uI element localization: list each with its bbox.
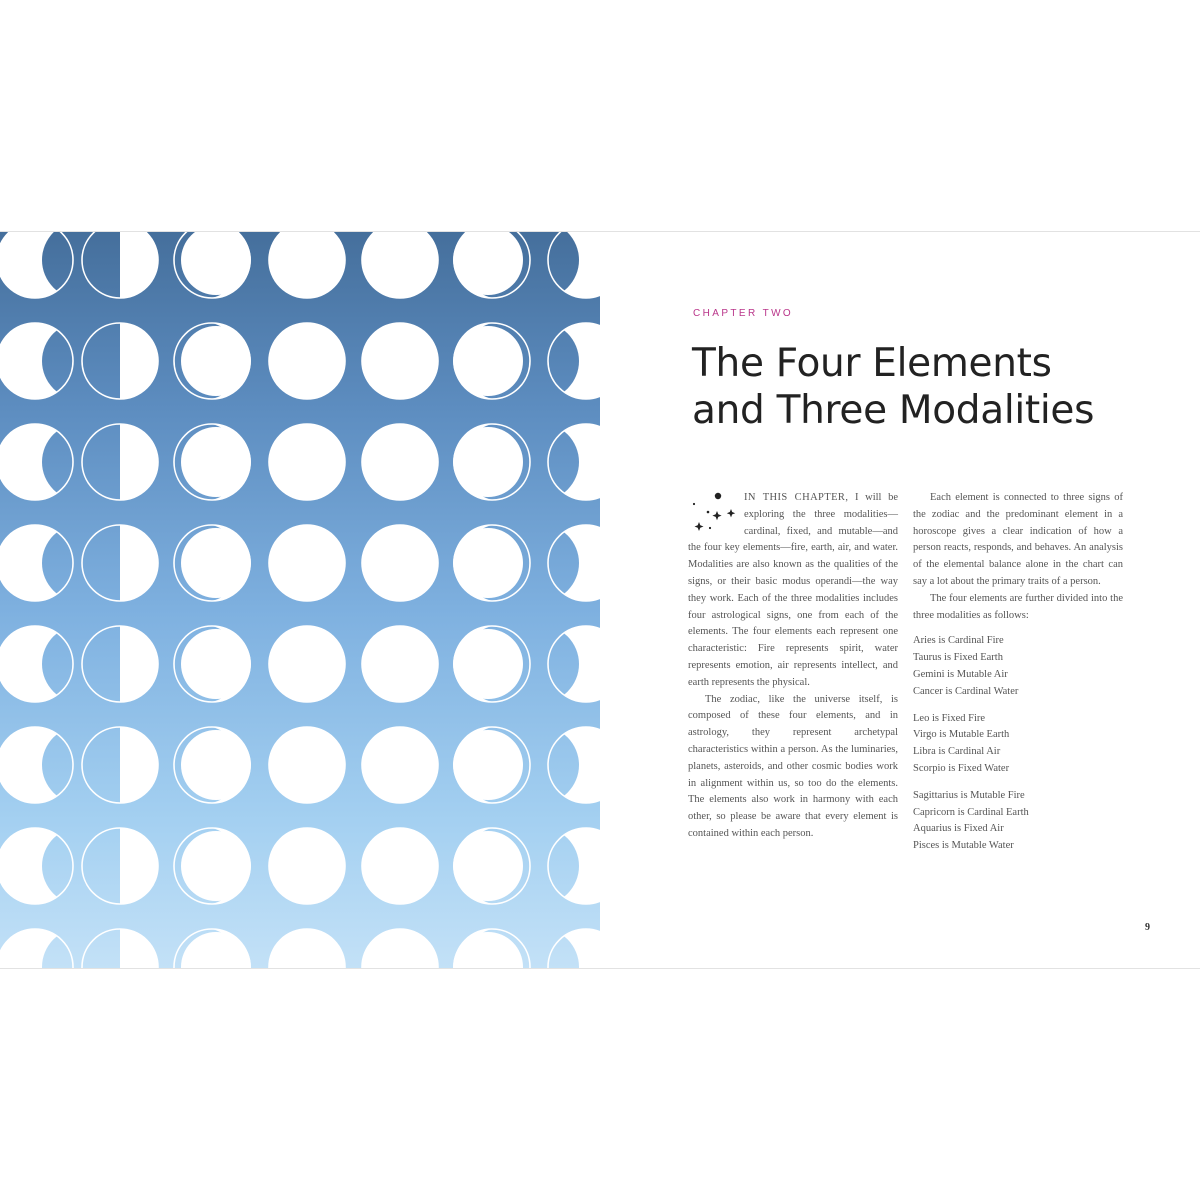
sign-line: Cancer is Cardinal Water: [913, 685, 1019, 697]
moon-phase-icon: [548, 727, 600, 803]
moon-phase-icon: [453, 828, 530, 904]
moon-phase-icon: [174, 323, 251, 399]
moon-phase-icon: [174, 232, 251, 298]
moon-phase-icon: [453, 323, 530, 399]
moon-phase-icon: [548, 232, 600, 298]
moon-phase-icon: [453, 929, 530, 968]
moon-phase-icon: [269, 727, 345, 803]
moon-phase-icon: [0, 929, 73, 968]
sign-line: Leo is Fixed Fire: [913, 712, 986, 724]
moon-phase-icon: [0, 525, 73, 601]
moon-phase-icon: [362, 424, 438, 500]
moon-phase-icon: [453, 626, 530, 702]
moon-phases-illustration: [0, 232, 600, 968]
moon-phase-icon: [453, 232, 530, 298]
moon-phase-icon: [82, 525, 158, 601]
moon-phase-icon: [0, 424, 73, 500]
lead-in-caps: IN THIS CHAPTER,: [744, 492, 849, 503]
moon-phase-icon: [269, 828, 345, 904]
moon-phase-icon: [174, 929, 251, 968]
sign-line: Virgo is Mutable Earth: [913, 729, 1010, 741]
text-column-right: [913, 490, 1123, 855]
moon-phase-icon: [548, 525, 600, 601]
moon-phase-icon: [362, 626, 438, 702]
moon-phase-icon: [269, 929, 345, 968]
moon-phase-icon: [82, 727, 158, 803]
sign-line: Taurus is Fixed Earth: [913, 652, 1003, 664]
moon-phase-icon: [453, 525, 530, 601]
sign-line: Aquarius is Fixed Air: [913, 823, 1004, 835]
moon-phase-icon: [174, 424, 251, 500]
moon-phase-icon: [269, 232, 345, 298]
moon-phase-icon: [548, 323, 600, 399]
sign-line: Aries is Cardinal Fire: [913, 635, 1004, 647]
text-page: [600, 232, 1198, 968]
sign-group: [913, 711, 1123, 778]
moon-phase-icon: [82, 626, 158, 702]
moon-phase-icon: [362, 323, 438, 399]
moon-phase-icon: [269, 424, 345, 500]
intro-text: I will be exploring the three modalities—cardinal, fixed, and mutable—and the four key elements—fire, earth, air, and water. Modalities are also known as the qualities of the signs, or their basic modus operandi—the way they work. Each of the three modalities includes four astrological signs, one from each of the elements. The four elements each represent one characteristic: Fire represents spirit, water represents emotion, air represents intellect, and earth represents the physical.: [688, 492, 898, 688]
moon-phase-icon: [453, 727, 530, 803]
moon-phase-icon: [174, 525, 251, 601]
sign-line: Sagittarius is Mutable Fire: [913, 789, 1025, 801]
sign-line: Scorpio is Fixed Water: [913, 762, 1010, 774]
moon-phase-icon: [548, 626, 600, 702]
constellation-stars-icon: [688, 490, 740, 534]
book-spread: [0, 231, 1200, 969]
division-paragraph: The four elements are further divided into the three modalities as follows:: [913, 592, 1123, 621]
chapter-label: CHAPTER TWO: [693, 308, 794, 319]
title-line-1: The Four Elements: [692, 341, 1052, 386]
sign-line: Gemini is Mutable Air: [913, 668, 1008, 680]
moon-phase-icon: [174, 626, 251, 702]
sign-group: [913, 788, 1123, 855]
moon-phase-icon: [82, 929, 158, 968]
moon-phase-icon: [362, 727, 438, 803]
moon-phase-icon: [0, 626, 73, 702]
title-line-2: and Three Modalities: [692, 388, 1095, 433]
sign-line: Capricorn is Cardinal Earth: [913, 806, 1029, 818]
sign-modality-list: [913, 633, 1123, 855]
text-column-left: [688, 490, 898, 843]
moon-phase-icon: [0, 232, 73, 298]
moon-phase-icon: [362, 828, 438, 904]
moon-phase-icon: [362, 929, 438, 968]
moon-phase-icon: [269, 626, 345, 702]
moon-phase-icon: [82, 424, 158, 500]
chapter-title: [692, 340, 1172, 434]
moon-phase-icon: [0, 828, 73, 904]
moon-phase-icon: [269, 525, 345, 601]
moon-phase-icon: [269, 323, 345, 399]
element-paragraph: Each element is connected to three signs of the zodiac and the predominant element in a horoscope gives a clear indication of how a person reacts, responds, and behaves. An analysis of the elemental balance alone in the chart can say a lot about the primary traits of a person.: [913, 492, 1123, 587]
moon-phase-icon: [362, 232, 438, 298]
zodiac-paragraph: The zodiac, like the universe itself, is composed of these four elements, and in astrology, they represent archetypal characteristics within a person. As the luminaries, planets, asteroids, and other cosmic bodies work in alignment within us, so too do the elements. The elements also work in harmony with each other, so please be aware that every element is contained within each person.: [688, 693, 898, 839]
sign-group: [913, 633, 1123, 700]
moon-phases-grid: [0, 232, 600, 968]
moon-phase-icon: [82, 323, 158, 399]
moon-phase-icon: [82, 232, 158, 298]
sign-line: Libra is Cardinal Air: [913, 746, 1001, 758]
page-number: 9: [1145, 922, 1150, 933]
sign-line: Pisces is Mutable Water: [913, 840, 1014, 852]
moon-phase-icon: [548, 828, 600, 904]
moon-phase-icon: [0, 727, 73, 803]
moon-phase-icon: [0, 323, 73, 399]
moon-phase-icon: [82, 828, 158, 904]
moon-phase-icon: [174, 828, 251, 904]
moon-phase-icon: [548, 424, 600, 500]
moon-phase-icon: [548, 929, 600, 968]
moon-phase-icon: [362, 525, 438, 601]
moon-phase-icon: [453, 424, 530, 500]
moon-phase-icon: [174, 727, 251, 803]
